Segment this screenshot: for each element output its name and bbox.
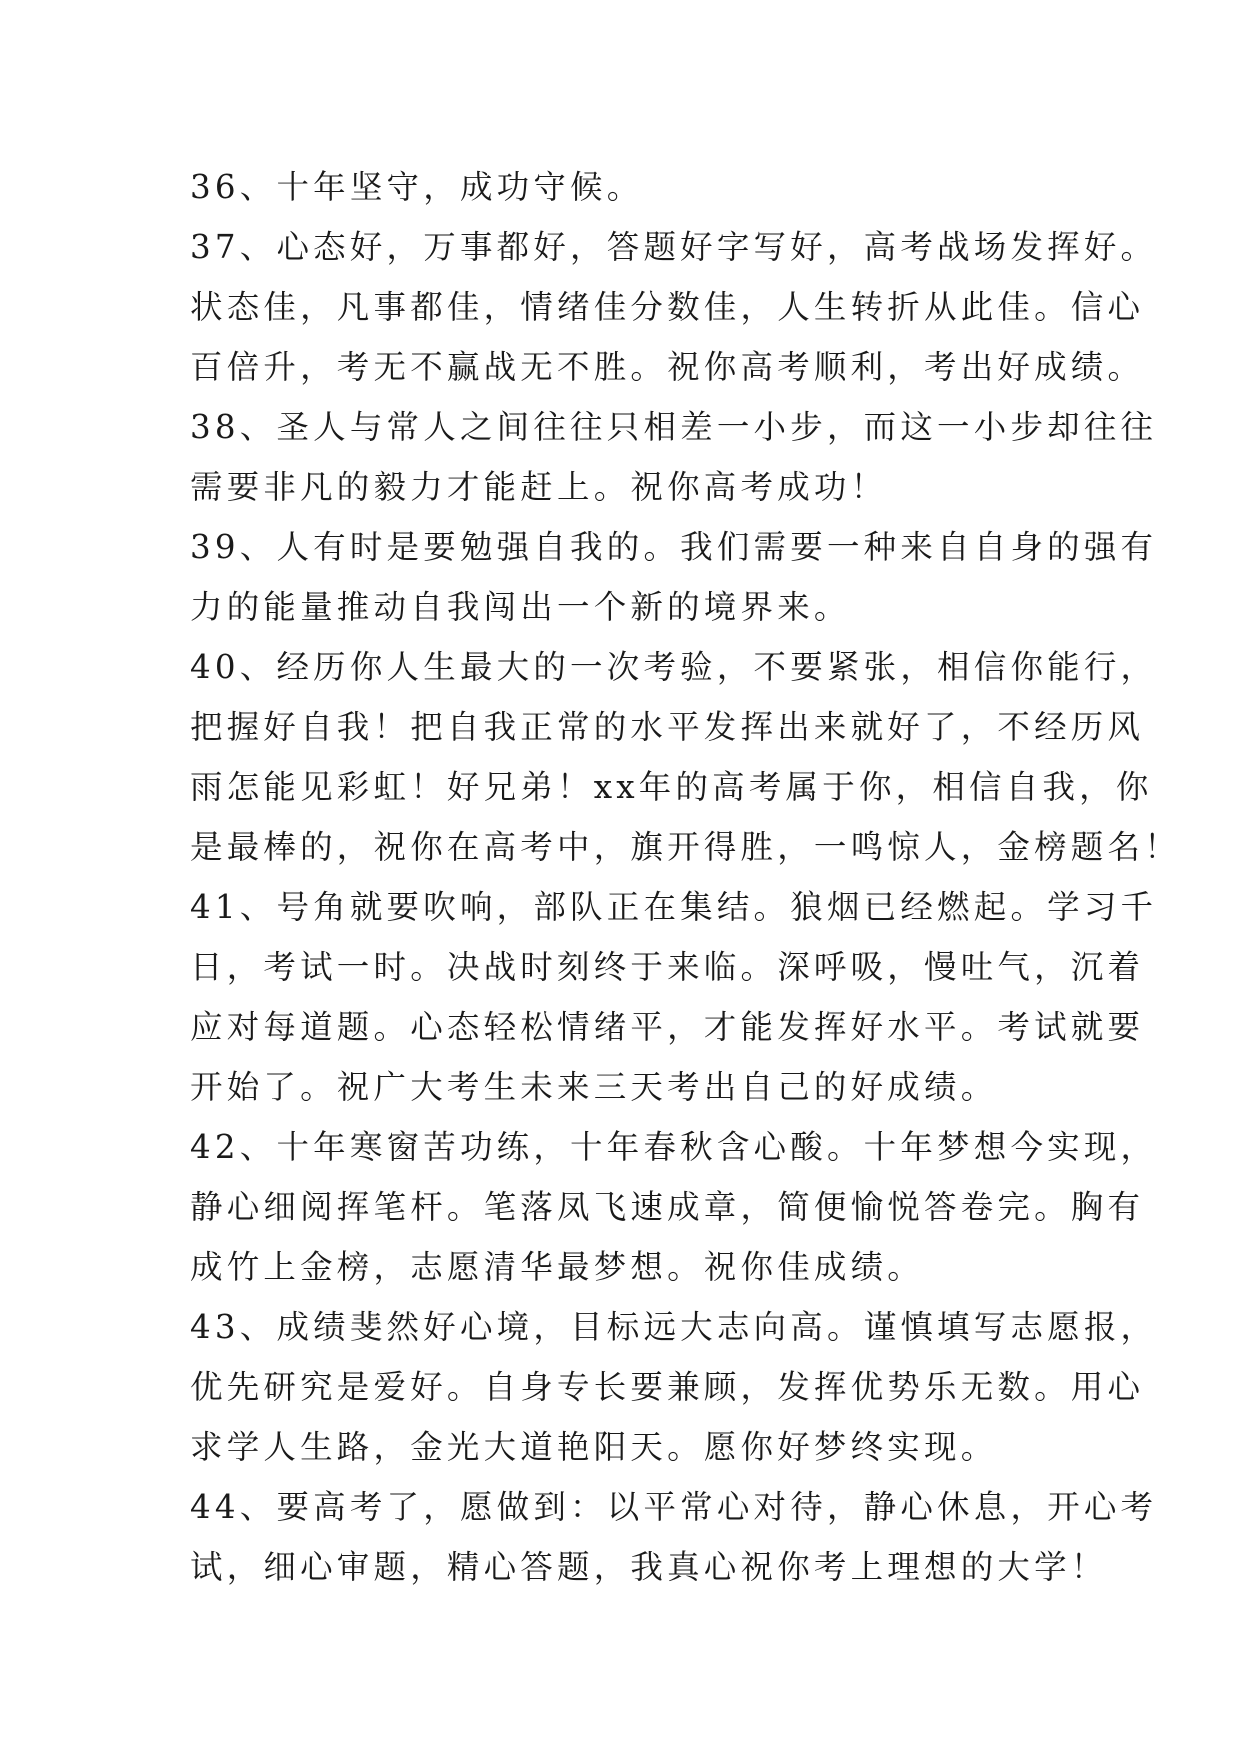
text-line: 开始了。祝广大考生未来三天考出自己的好成绩。 — [190, 1068, 998, 1106]
text-line: 优先研究是爱好。自身专长要兼顾，发挥优势乐无数。用心 — [190, 1368, 1145, 1406]
text-line: 状态佳，凡事都佳，情绪佳分数佳，人生转折从此佳。信心 — [190, 288, 1145, 326]
document-body — [190, 157, 1181, 1597]
text-line: 成竹上金榜，志愿清华最梦想。祝你佳成绩。 — [190, 1248, 925, 1286]
text-line: 求学人生路，金光大道艳阳天。愿你好梦终实现。 — [190, 1428, 998, 1466]
text-line: 41、号角就要吹响，部队正在集结。狼烟已经燃起。学习千 — [190, 888, 1158, 926]
text-line: 需要非凡的毅力才能赶上。祝你高考成功！ — [190, 468, 888, 506]
text-line: 36、十年坚守，成功守候。 — [190, 168, 644, 206]
text-line: 43、成绩斐然好心境，目标远大志向高。谨慎填写志愿报， — [190, 1308, 1158, 1346]
text-line: 是最棒的，祝你在高考中，旗开得胜，一鸣惊人，金榜题名！ — [190, 828, 1181, 866]
text-line: 44、要高考了，愿做到：以平常心对待，静心休息，开心考 — [190, 1488, 1158, 1526]
text-line: 应对每道题。心态轻松情绪平，才能发挥好水平。考试就要 — [190, 1008, 1145, 1046]
text-line: 力的能量推动自我闯出一个新的境界来。 — [190, 588, 851, 626]
text-line: 37、心态好，万事都好，答题好字写好，高考战场发挥好。 — [190, 228, 1158, 266]
text-line: 雨怎能见彩虹！好兄弟！xx年的高考属于你，相信自我，你 — [190, 768, 1153, 806]
text-line: 把握好自我！把自我正常的水平发挥出来就好了，不经历风 — [190, 708, 1145, 746]
text-line: 40、经历你人生最大的一次考验，不要紧张，相信你能行， — [190, 648, 1158, 686]
text-line: 38、圣人与常人之间往往只相差一小步，而这一小步却往往 — [190, 408, 1158, 446]
text-line: 42、十年寒窗苦功练，十年春秋含心酸。十年梦想今实现， — [190, 1128, 1158, 1166]
text-line: 39、人有时是要勉强自我的。我们需要一种来自自身的强有 — [190, 528, 1158, 566]
text-line: 日，考试一时。决战时刻终于来临。深呼吸，慢吐气，沉着 — [190, 948, 1145, 986]
text-line: 百倍升，考无不赢战无不胜。祝你高考顺利，考出好成绩。 — [190, 348, 1145, 386]
text-line: 试，细心审题，精心答题，我真心祝你考上理想的大学！ — [190, 1548, 1108, 1586]
text-line: 静心细阅挥笔杆。笔落凤飞速成章，简便愉悦答卷完。胸有 — [190, 1188, 1145, 1226]
